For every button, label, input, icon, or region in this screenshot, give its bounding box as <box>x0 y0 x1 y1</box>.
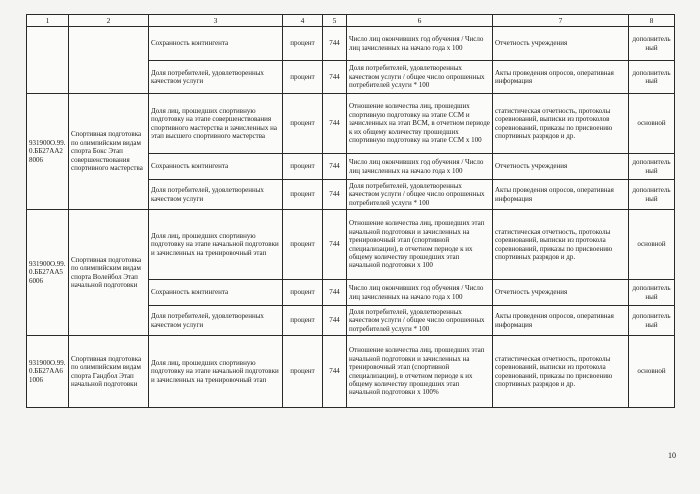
indicator-type-cell: дополнительный <box>629 154 675 180</box>
unit-cell: процент <box>283 336 323 408</box>
source-cell: Отчетность учреждения <box>493 280 629 306</box>
source-cell: Акты проведения опросов, оперативная информация <box>493 306 629 336</box>
source-cell: Отчетность учреждения <box>493 27 629 61</box>
indicator-type-cell: дополнительный <box>629 180 675 210</box>
indicator-type-cell: дополнительный <box>629 280 675 306</box>
service-code-cell <box>27 27 69 94</box>
header-row <box>27 15 675 27</box>
okei-code-cell: 744 <box>323 306 347 336</box>
service-code-cell: 931900О.99.0.ББ27АА56006 <box>27 210 69 336</box>
service-code-cell: 931900О.99.0.ББ27АА28006 <box>27 94 69 210</box>
formula-cell: Отношение количества лиц, прошедших этап начальной подготовки и зачисленных на тренировочный этап (спортивной специализации), в отчетном периоде к их общему количеству прошедших этап начальной подготовки х 100% <box>347 336 493 408</box>
indicators-table <box>26 14 675 408</box>
source-cell: Отчетность учреждения <box>493 154 629 180</box>
indicator-name-cell: Сохранность контингента <box>149 154 283 180</box>
okei-code-cell: 744 <box>323 336 347 408</box>
table-row <box>27 27 675 61</box>
page-number: 10 <box>668 451 676 460</box>
okei-code-cell: 744 <box>323 154 347 180</box>
col-header-2: 2 <box>69 15 149 27</box>
unit-cell: процент <box>283 27 323 61</box>
indicator-name-cell: Доля потребителей, удовлетворенных качеством услуги <box>149 61 283 94</box>
col-header-6: 6 <box>347 15 493 27</box>
indicator-type-cell: основной <box>629 94 675 154</box>
okei-code-cell: 744 <box>323 210 347 280</box>
indicator-name-cell: Сохранность контингента <box>149 280 283 306</box>
col-header-3: 3 <box>149 15 283 27</box>
formula-cell: Отношение количества лиц, прошедших этап начальной подготовки и зачисленных на тренировочный этап (спортивной специализации), в отчетном периоде к их общему количеству прошедших этап начальной подготовки х 100 <box>347 210 493 280</box>
formula-cell: Число лиц окончивших год обучения / Число лиц зачисленных на начало года х 100 <box>347 27 493 61</box>
formula-cell: Число лиц окончивших год обучения / Число лиц зачисленных на начало года х 100 <box>347 154 493 180</box>
okei-code-cell: 744 <box>323 27 347 61</box>
indicator-name-cell: Доля потребителей, удовлетворенных качеством услуги <box>149 306 283 336</box>
unit-cell: процент <box>283 154 323 180</box>
unit-cell: процент <box>283 94 323 154</box>
indicator-type-cell: дополнительный <box>629 27 675 61</box>
indicator-name-cell: Доля лиц, прошедших спортивную подготовку на этапе начальной подготовки и зачисленных на тренировочный этап <box>149 336 283 408</box>
service-code-cell: 931900О.99.0.ББ27АА61006 <box>27 336 69 408</box>
okei-code-cell: 744 <box>323 180 347 210</box>
indicator-name-cell: Доля потребителей, удовлетворенных качеством услуги <box>149 180 283 210</box>
source-cell: статистическая отчетность, протоколы соревнований, выписки из протокола соревнований, приказы по присвоению спортивных разрядов и др. <box>493 336 629 408</box>
col-header-7: 7 <box>493 15 629 27</box>
formula-cell: Отношение количества лиц, прошедших спортивную подготовку на этапе ССМ и зачисленных на этап ВСМ, в отчетном периоде к их общему количеству прошедших спортивную подготовку на этапе ССМ х 100 <box>347 94 493 154</box>
col-header-8: 8 <box>629 15 675 27</box>
service-name-cell <box>69 27 149 94</box>
indicator-type-cell: дополнительный <box>629 61 675 94</box>
col-header-4: 4 <box>283 15 323 27</box>
formula-cell: Число лиц окончивших год обучения / Число лиц зачисленных на начало года х 100 <box>347 280 493 306</box>
formula-cell: Доля потребителей, удовлетворенных качеством услуги / общее число опрошенных потребителей услуги * 100 <box>347 61 493 94</box>
source-cell: Акты проведения опросов, оперативная информация <box>493 180 629 210</box>
indicator-type-cell: дополнительный <box>629 306 675 336</box>
service-name-cell: Спортивная подготовка по олимпийским видам спорта Волейбол Этап начальной подготовки <box>69 210 149 336</box>
formula-cell: Доля потребителей, удовлетворенных качеством услуги / общее число опрошенных потребителей услуги * 100 <box>347 180 493 210</box>
source-cell: Акты проведения опросов, оперативная информация <box>493 61 629 94</box>
indicator-name-cell: Доля лиц, прошедших спортивную подготовку на этапе совершенствования спортивного мастерства и зачисленных на этап высшего спортивного мастерства <box>149 94 283 154</box>
col-header-5: 5 <box>323 15 347 27</box>
source-cell: статистическая отчетность, протоколы соревнований, выписки из протокола соревнований, приказы по присвоению спортивных разрядов и др. <box>493 210 629 280</box>
service-name-cell: Спортивная подготовка по олимпийским видам спорта Бокс Этап совершенствования спортивного мастерства <box>69 94 149 210</box>
indicator-name-cell: Сохранность контингента <box>149 27 283 61</box>
unit-cell: процент <box>283 280 323 306</box>
table-row <box>27 94 675 154</box>
unit-cell: процент <box>283 180 323 210</box>
col-header-1: 1 <box>27 15 69 27</box>
okei-code-cell: 744 <box>323 280 347 306</box>
indicator-name-cell: Доля лиц, прошедших спортивную подготовку на этапе начальной подготовки и зачисленных на тренировочный этап <box>149 210 283 280</box>
indicator-type-cell: основной <box>629 210 675 280</box>
service-name-cell: Спортивная подготовка по олимпийским видам спорта Гандбол Этап начальной подготовки <box>69 336 149 408</box>
table-row <box>27 210 675 280</box>
okei-code-cell: 744 <box>323 61 347 94</box>
unit-cell: процент <box>283 61 323 94</box>
unit-cell: процент <box>283 210 323 280</box>
table-row <box>27 336 675 408</box>
source-cell: статистическая отчетность, протоколы соревнований, выписки из протоколов соревнований, приказы по присвоению спортивных разрядов и др. <box>493 94 629 154</box>
formula-cell: Доля потребителей, удовлетворенных качеством услуги / общее число опрошенных потребителей услуги * 100 <box>347 306 493 336</box>
indicator-type-cell: основной <box>629 336 675 408</box>
unit-cell: процент <box>283 306 323 336</box>
okei-code-cell: 744 <box>323 94 347 154</box>
